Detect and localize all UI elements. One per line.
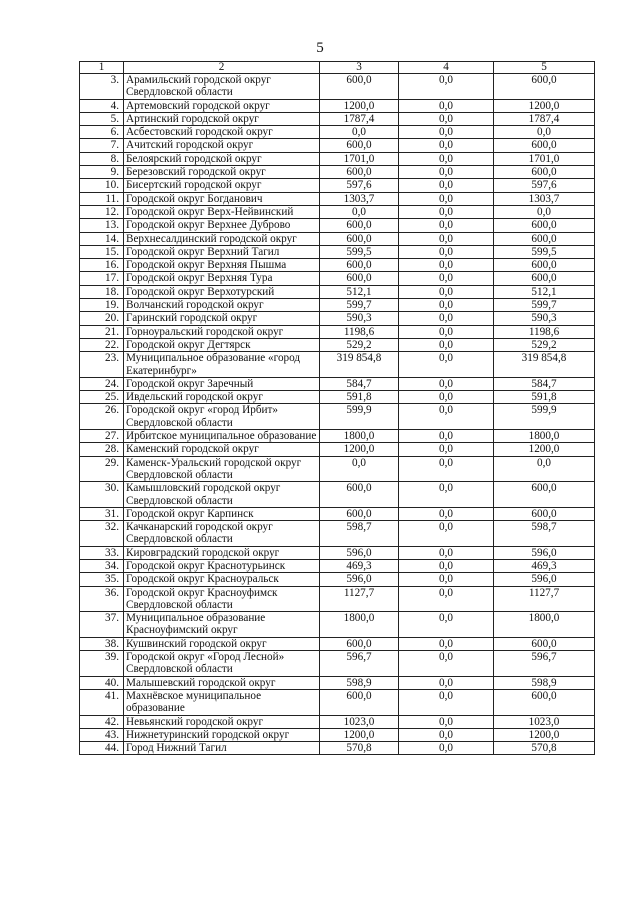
value-col4: 0,0 <box>399 391 494 404</box>
value-col3: 590,3 <box>320 312 399 325</box>
row-number: 40. <box>80 676 124 689</box>
municipality-name: Городской округ Верхнее Дуброво <box>124 219 320 232</box>
value-col3: 584,7 <box>320 377 399 390</box>
table-row <box>80 456 595 482</box>
row-number: 38. <box>80 637 124 650</box>
value-col3: 319 854,8 <box>320 352 399 378</box>
value-col5: 570,8 <box>494 742 595 755</box>
value-col5: 1127,7 <box>494 586 595 612</box>
table-row <box>80 338 595 351</box>
column-header: 4 <box>399 62 494 74</box>
value-col3: 600,0 <box>320 272 399 285</box>
value-col3: 600,0 <box>320 637 399 650</box>
column-header: 1 <box>80 62 124 74</box>
value-col3: 0,0 <box>320 126 399 139</box>
value-col3: 600,0 <box>320 219 399 232</box>
value-col4: 0,0 <box>399 715 494 728</box>
row-number: 41. <box>80 689 124 715</box>
municipality-name: Городской округ Верхняя Пышма <box>124 259 320 272</box>
value-col3: 600,0 <box>320 482 399 508</box>
municipality-name: Гаринский городской округ <box>124 312 320 325</box>
municipality-name: Городской округ Богданович <box>124 192 320 205</box>
value-col3: 596,7 <box>320 651 399 677</box>
value-col5: 596,0 <box>494 546 595 559</box>
row-number: 9. <box>80 166 124 179</box>
value-col4: 0,0 <box>399 338 494 351</box>
municipality-name: Асбестовский городской округ <box>124 126 320 139</box>
value-col4: 0,0 <box>399 521 494 547</box>
value-col4: 0,0 <box>399 205 494 218</box>
row-number: 14. <box>80 232 124 245</box>
value-col5: 596,7 <box>494 651 595 677</box>
table-row <box>80 728 595 741</box>
row-number: 6. <box>80 126 124 139</box>
value-col5: 529,2 <box>494 338 595 351</box>
municipality-name: Ирбитское муниципальное образование <box>124 430 320 443</box>
value-col5: 597,6 <box>494 179 595 192</box>
table-row <box>80 352 595 378</box>
municipality-name: Каменск-Уральский городской округ Свердловской области <box>124 456 320 482</box>
value-col3: 570,8 <box>320 742 399 755</box>
value-col3: 599,9 <box>320 404 399 430</box>
value-col5: 512,1 <box>494 285 595 298</box>
table-row <box>80 259 595 272</box>
table-row <box>80 391 595 404</box>
table-row <box>80 112 595 125</box>
row-number: 44. <box>80 742 124 755</box>
value-col3: 600,0 <box>320 139 399 152</box>
municipality-name: Нижнетуринский городской округ <box>124 728 320 741</box>
table-row <box>80 179 595 192</box>
row-number: 11. <box>80 192 124 205</box>
value-col3: 598,9 <box>320 676 399 689</box>
municipality-name: Кировградский городской округ <box>124 546 320 559</box>
value-col3: 600,0 <box>320 74 399 100</box>
value-col5: 599,7 <box>494 299 595 312</box>
municipality-name: Городской округ Заречный <box>124 377 320 390</box>
value-col4: 0,0 <box>399 456 494 482</box>
municipality-name: Городской округ Краснотурьинск <box>124 559 320 572</box>
municipality-name: Ивдельский городской округ <box>124 391 320 404</box>
value-col5: 599,9 <box>494 404 595 430</box>
row-number: 13. <box>80 219 124 232</box>
row-number: 33. <box>80 546 124 559</box>
municipality-name: Арамильский городской округ Свердловской области <box>124 74 320 100</box>
row-number: 15. <box>80 245 124 258</box>
value-col3: 0,0 <box>320 205 399 218</box>
value-col4: 0,0 <box>399 352 494 378</box>
value-col5: 1787,4 <box>494 112 595 125</box>
table-row <box>80 139 595 152</box>
value-col5: 600,0 <box>494 482 595 508</box>
municipality-name: Городской округ Красноуральск <box>124 573 320 586</box>
municipality-name: Камышловский городской округ Свердловской области <box>124 482 320 508</box>
municipality-name: Ачитский городской округ <box>124 139 320 152</box>
value-col4: 0,0 <box>399 728 494 741</box>
row-number: 27. <box>80 430 124 443</box>
municipality-name: Артемовский городской округ <box>124 99 320 112</box>
value-col3: 600,0 <box>320 507 399 520</box>
value-col4: 0,0 <box>399 546 494 559</box>
table-row <box>80 325 595 338</box>
table-row <box>80 99 595 112</box>
row-number: 43. <box>80 728 124 741</box>
value-col4: 0,0 <box>399 126 494 139</box>
value-col4: 0,0 <box>399 112 494 125</box>
municipality-name: Каменский городской округ <box>124 443 320 456</box>
value-col3: 600,0 <box>320 232 399 245</box>
value-col3: 600,0 <box>320 259 399 272</box>
value-col3: 1023,0 <box>320 715 399 728</box>
municipality-name: Артинский городской округ <box>124 112 320 125</box>
table-row <box>80 74 595 100</box>
row-number: 19. <box>80 299 124 312</box>
row-number: 34. <box>80 559 124 572</box>
value-col4: 0,0 <box>399 166 494 179</box>
value-col5: 591,8 <box>494 391 595 404</box>
municipality-name: Верхнесалдинский городской округ <box>124 232 320 245</box>
value-col4: 0,0 <box>399 651 494 677</box>
value-col4: 0,0 <box>399 312 494 325</box>
value-col5: 1800,0 <box>494 430 595 443</box>
value-col4: 0,0 <box>399 612 494 638</box>
row-number: 22. <box>80 338 124 351</box>
value-col3: 596,0 <box>320 573 399 586</box>
table-row <box>80 205 595 218</box>
value-col4: 0,0 <box>399 99 494 112</box>
table-row <box>80 715 595 728</box>
municipality-name: Городской округ «Город Лесной» Свердловской области <box>124 651 320 677</box>
value-col5: 598,9 <box>494 676 595 689</box>
value-col4: 0,0 <box>399 192 494 205</box>
municipality-name: Муниципальное образование Красноуфимский округ <box>124 612 320 638</box>
municipality-name: Невьянский городской округ <box>124 715 320 728</box>
column-header: 5 <box>494 62 595 74</box>
value-col4: 0,0 <box>399 637 494 650</box>
value-col3: 599,7 <box>320 299 399 312</box>
value-col3: 1127,7 <box>320 586 399 612</box>
value-col3: 529,2 <box>320 338 399 351</box>
municipality-name: Бисертский городской округ <box>124 179 320 192</box>
value-col5: 1200,0 <box>494 443 595 456</box>
value-col5: 319 854,8 <box>494 352 595 378</box>
row-number: 21. <box>80 325 124 338</box>
page-number: 5 <box>316 40 324 56</box>
value-col3: 1200,0 <box>320 443 399 456</box>
table-row <box>80 285 595 298</box>
row-number: 3. <box>80 74 124 100</box>
row-number: 4. <box>80 99 124 112</box>
row-number: 28. <box>80 443 124 456</box>
value-col5: 599,5 <box>494 245 595 258</box>
value-col5: 600,0 <box>494 637 595 650</box>
municipality-name: Горноуральский городской округ <box>124 325 320 338</box>
table-row <box>80 166 595 179</box>
table-row <box>80 559 595 572</box>
row-number: 31. <box>80 507 124 520</box>
value-col3: 1800,0 <box>320 612 399 638</box>
municipality-name: Городской округ Дегтярск <box>124 338 320 351</box>
row-number: 39. <box>80 651 124 677</box>
value-col3: 1198,6 <box>320 325 399 338</box>
municipality-name: Березовский городской округ <box>124 166 320 179</box>
value-col5: 0,0 <box>494 205 595 218</box>
municipality-name: Волчанский городской округ <box>124 299 320 312</box>
value-col3: 591,8 <box>320 391 399 404</box>
value-col3: 600,0 <box>320 166 399 179</box>
value-col4: 0,0 <box>399 74 494 100</box>
municipality-name: Городской округ Верхняя Тура <box>124 272 320 285</box>
row-number: 7. <box>80 139 124 152</box>
table-row <box>80 377 595 390</box>
value-col4: 0,0 <box>399 272 494 285</box>
row-number: 26. <box>80 404 124 430</box>
municipality-name: Городской округ Верх-Нейвинский <box>124 205 320 218</box>
value-col5: 600,0 <box>494 74 595 100</box>
table-row <box>80 521 595 547</box>
row-number: 25. <box>80 391 124 404</box>
table-row <box>80 430 595 443</box>
row-number: 17. <box>80 272 124 285</box>
municipality-name: Городской округ Красноуфимск Свердловской области <box>124 586 320 612</box>
table-row <box>80 689 595 715</box>
value-col4: 0,0 <box>399 285 494 298</box>
table-row <box>80 232 595 245</box>
value-col4: 0,0 <box>399 559 494 572</box>
table-row <box>80 573 595 586</box>
municipality-name: Махнёвское муниципальное образование <box>124 689 320 715</box>
table-row <box>80 507 595 520</box>
table-row <box>80 404 595 430</box>
municipality-name: Городской округ Карпинск <box>124 507 320 520</box>
value-col5: 600,0 <box>494 689 595 715</box>
value-col5: 600,0 <box>494 139 595 152</box>
value-col4: 0,0 <box>399 443 494 456</box>
value-col3: 0,0 <box>320 456 399 482</box>
value-col3: 597,6 <box>320 179 399 192</box>
value-col4: 0,0 <box>399 139 494 152</box>
table-row <box>80 299 595 312</box>
value-col5: 600,0 <box>494 272 595 285</box>
value-col4: 0,0 <box>399 689 494 715</box>
table-row <box>80 612 595 638</box>
row-number: 36. <box>80 586 124 612</box>
table-row <box>80 586 595 612</box>
value-col5: 600,0 <box>494 232 595 245</box>
row-number: 8. <box>80 152 124 165</box>
value-col4: 0,0 <box>399 152 494 165</box>
table-row <box>80 126 595 139</box>
value-col5: 600,0 <box>494 259 595 272</box>
table-row <box>80 245 595 258</box>
row-number: 16. <box>80 259 124 272</box>
municipality-name: Город Нижний Тагил <box>124 742 320 755</box>
value-col3: 600,0 <box>320 689 399 715</box>
row-number: 35. <box>80 573 124 586</box>
value-col4: 0,0 <box>399 586 494 612</box>
value-col5: 0,0 <box>494 126 595 139</box>
municipality-name: Качканарский городской округ Свердловской области <box>124 521 320 547</box>
municipality-name: Муниципальное образование «город Екатеринбург» <box>124 352 320 378</box>
value-col5: 590,3 <box>494 312 595 325</box>
row-number: 20. <box>80 312 124 325</box>
value-col4: 0,0 <box>399 507 494 520</box>
value-col5: 600,0 <box>494 507 595 520</box>
row-number: 12. <box>80 205 124 218</box>
value-col4: 0,0 <box>399 259 494 272</box>
value-col5: 600,0 <box>494 166 595 179</box>
table-row <box>80 482 595 508</box>
municipality-name: Малышевский городской округ <box>124 676 320 689</box>
value-col3: 1800,0 <box>320 430 399 443</box>
table-header-row <box>80 62 595 74</box>
value-col4: 0,0 <box>399 573 494 586</box>
table-row <box>80 272 595 285</box>
value-col3: 1787,4 <box>320 112 399 125</box>
value-col5: 0,0 <box>494 456 595 482</box>
value-col5: 600,0 <box>494 219 595 232</box>
value-col3: 1303,7 <box>320 192 399 205</box>
column-header: 3 <box>320 62 399 74</box>
table-row <box>80 651 595 677</box>
row-number: 32. <box>80 521 124 547</box>
municipality-name: Городской округ «город Ирбит» Свердловской области <box>124 404 320 430</box>
value-col4: 0,0 <box>399 219 494 232</box>
value-col5: 1303,7 <box>494 192 595 205</box>
value-col3: 469,3 <box>320 559 399 572</box>
table-row <box>80 443 595 456</box>
value-col3: 599,5 <box>320 245 399 258</box>
row-number: 30. <box>80 482 124 508</box>
table-row <box>80 219 595 232</box>
row-number: 18. <box>80 285 124 298</box>
value-col5: 1023,0 <box>494 715 595 728</box>
municipality-name: Белоярский городской округ <box>124 152 320 165</box>
table-row <box>80 637 595 650</box>
value-col5: 1200,0 <box>494 728 595 741</box>
value-col3: 1200,0 <box>320 728 399 741</box>
row-number: 29. <box>80 456 124 482</box>
value-col4: 0,0 <box>399 377 494 390</box>
value-col5: 1701,0 <box>494 152 595 165</box>
value-col5: 596,0 <box>494 573 595 586</box>
table-row <box>80 152 595 165</box>
value-col3: 512,1 <box>320 285 399 298</box>
value-col4: 0,0 <box>399 742 494 755</box>
value-col3: 1200,0 <box>320 99 399 112</box>
value-col4: 0,0 <box>399 430 494 443</box>
value-col4: 0,0 <box>399 299 494 312</box>
value-col4: 0,0 <box>399 404 494 430</box>
value-col5: 1800,0 <box>494 612 595 638</box>
value-col3: 598,7 <box>320 521 399 547</box>
value-col3: 596,0 <box>320 546 399 559</box>
table-row <box>80 676 595 689</box>
table-row <box>80 742 595 755</box>
table-row <box>80 312 595 325</box>
table-row <box>80 546 595 559</box>
value-col5: 469,3 <box>494 559 595 572</box>
value-col5: 1200,0 <box>494 99 595 112</box>
row-number: 23. <box>80 352 124 378</box>
value-col5: 1198,6 <box>494 325 595 338</box>
municipality-name: Городской округ Верхний Тагил <box>124 245 320 258</box>
value-col4: 0,0 <box>399 482 494 508</box>
municipality-name: Городской округ Верхотурский <box>124 285 320 298</box>
row-number: 37. <box>80 612 124 638</box>
row-number: 42. <box>80 715 124 728</box>
table-body <box>80 74 595 755</box>
value-col4: 0,0 <box>399 325 494 338</box>
value-col4: 0,0 <box>399 179 494 192</box>
value-col4: 0,0 <box>399 232 494 245</box>
value-col3: 1701,0 <box>320 152 399 165</box>
table-row <box>80 192 595 205</box>
municipality-name: Кушвинский городской округ <box>124 637 320 650</box>
row-number: 10. <box>80 179 124 192</box>
row-number: 24. <box>80 377 124 390</box>
value-col5: 584,7 <box>494 377 595 390</box>
data-table <box>79 61 595 755</box>
row-number: 5. <box>80 112 124 125</box>
value-col4: 0,0 <box>399 676 494 689</box>
value-col4: 0,0 <box>399 245 494 258</box>
value-col5: 598,7 <box>494 521 595 547</box>
column-header: 2 <box>124 62 320 74</box>
